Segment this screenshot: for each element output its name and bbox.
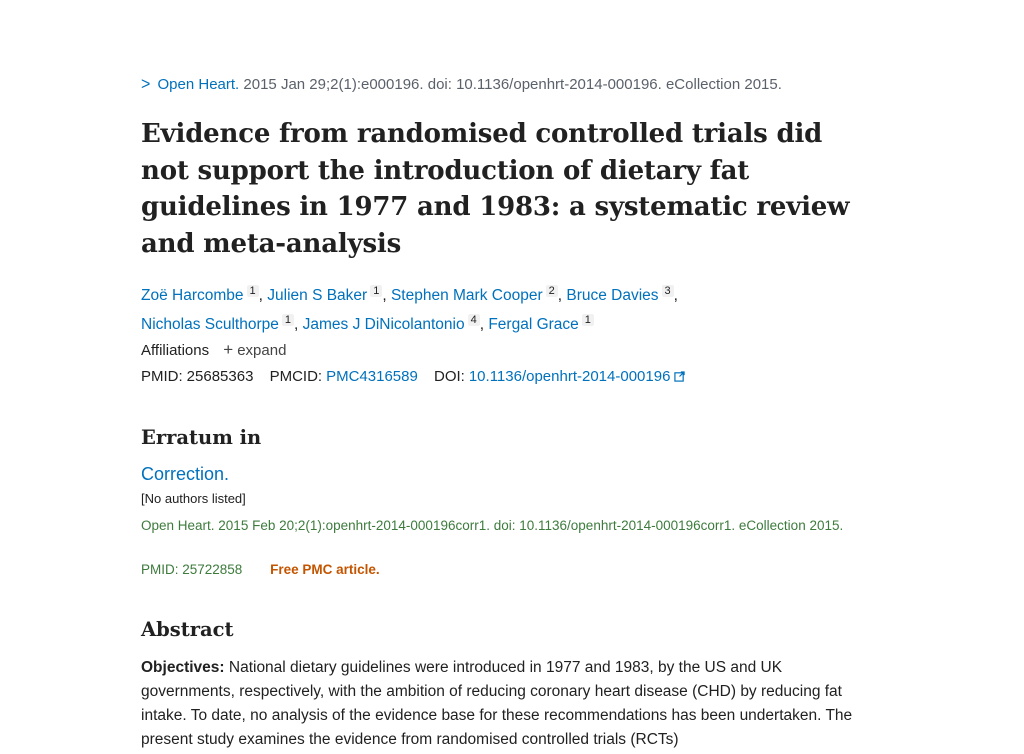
- pmcid-link[interactable]: PMC4316589: [326, 368, 418, 385]
- affiliation-number[interactable]: 1: [370, 285, 382, 297]
- affiliation-number[interactable]: 3: [662, 285, 674, 297]
- affiliation-number[interactable]: 4: [468, 314, 480, 326]
- doi-label: DOI:: [434, 368, 465, 385]
- author-link[interactable]: Stephen Mark Cooper: [390, 287, 543, 304]
- author-link[interactable]: James J DiNicolantonio: [302, 316, 465, 333]
- pmid-label: PMID:: [141, 368, 183, 385]
- affiliations-label: Affiliations: [141, 342, 210, 359]
- abstract-text: [141, 656, 871, 752]
- affiliations-expand-button[interactable]: [223, 342, 286, 359]
- pmid-value: 25685363: [186, 368, 254, 385]
- plus-icon: +: [223, 340, 234, 359]
- correction-authors: [No authors listed]: [141, 491, 246, 506]
- author-link[interactable]: Nicholas Sculthorpe: [141, 316, 279, 333]
- article-title: Evidence from randomised controlled trials did not support the introduction of dietary fat guidelines in 1977 and 1983: a systematic review and meta-analysis: [141, 119, 850, 259]
- journal-link[interactable]: Open Heart.: [157, 76, 240, 93]
- objectives-label: Objectives:: [141, 659, 225, 676]
- author-link[interactable]: Julien S Baker: [267, 287, 368, 304]
- author-link[interactable]: Fergal Grace: [488, 316, 579, 333]
- author-link[interactable]: Bruce Davies: [566, 287, 659, 304]
- correction-pmid-row: [141, 562, 871, 577]
- erratum-heading: Erratum in: [141, 426, 262, 449]
- citation-details: 2015 Jan 29;2(1):e000196. doi: 10.1136/openhrt-2014-000196. eCollection 2015.: [243, 76, 782, 93]
- pmcid-label: PMCID:: [269, 368, 323, 385]
- correction-citation: Open Heart. 2015 Feb 20;2(1):openhrt-2014-000196corr1. doi: 10.1136/openhrt-2014-000196corr1. eCollection 2015.: [141, 518, 844, 533]
- free-pmc-badge: Free PMC article.: [270, 562, 380, 577]
- identifiers-row: [141, 368, 871, 385]
- affiliations-row: [141, 340, 871, 360]
- objectives-text: National dietary guidelines were introduced in 1977 and 1983, by the US and UK governments, respectively, with the ambition of reducing coronary heart disease (CHD) by reducing fat intake. To date, no analysis of the evidence base for these recommendations has been undertaken. The present study examines the evidence from randomised controlled trials (RCTs): [141, 659, 853, 748]
- affiliation-number[interactable]: 1: [247, 285, 259, 297]
- chevron-right-icon[interactable]: >: [141, 75, 151, 94]
- external-link-icon[interactable]: [674, 371, 685, 382]
- citation-line: [141, 76, 871, 94]
- correction-pmid: PMID: 25722858: [141, 562, 243, 577]
- expand-label: expand: [237, 342, 287, 359]
- abstract-heading: Abstract: [141, 618, 234, 641]
- author-list: Zoë Harcombe $^1$ , Julien S Baker $^1$ , Stephen Mark Cooper $^2$ , Bruce Davies $^3$ , Nicholas Sculthorpe $^1$ , James J DiNicolantonio $^4$ , Fergal Grace $^1$: [141, 285, 678, 333]
- author-link[interactable]: Zoë Harcombe: [141, 287, 244, 304]
- affiliation-number[interactable]: 2: [546, 285, 558, 297]
- affiliation-number[interactable]: 1: [282, 314, 294, 326]
- affiliation-number[interactable]: 1: [582, 314, 594, 326]
- doi-link[interactable]: 10.1136/openhrt-2014-000196: [468, 368, 671, 385]
- correction-link[interactable]: Correction.: [141, 464, 230, 484]
